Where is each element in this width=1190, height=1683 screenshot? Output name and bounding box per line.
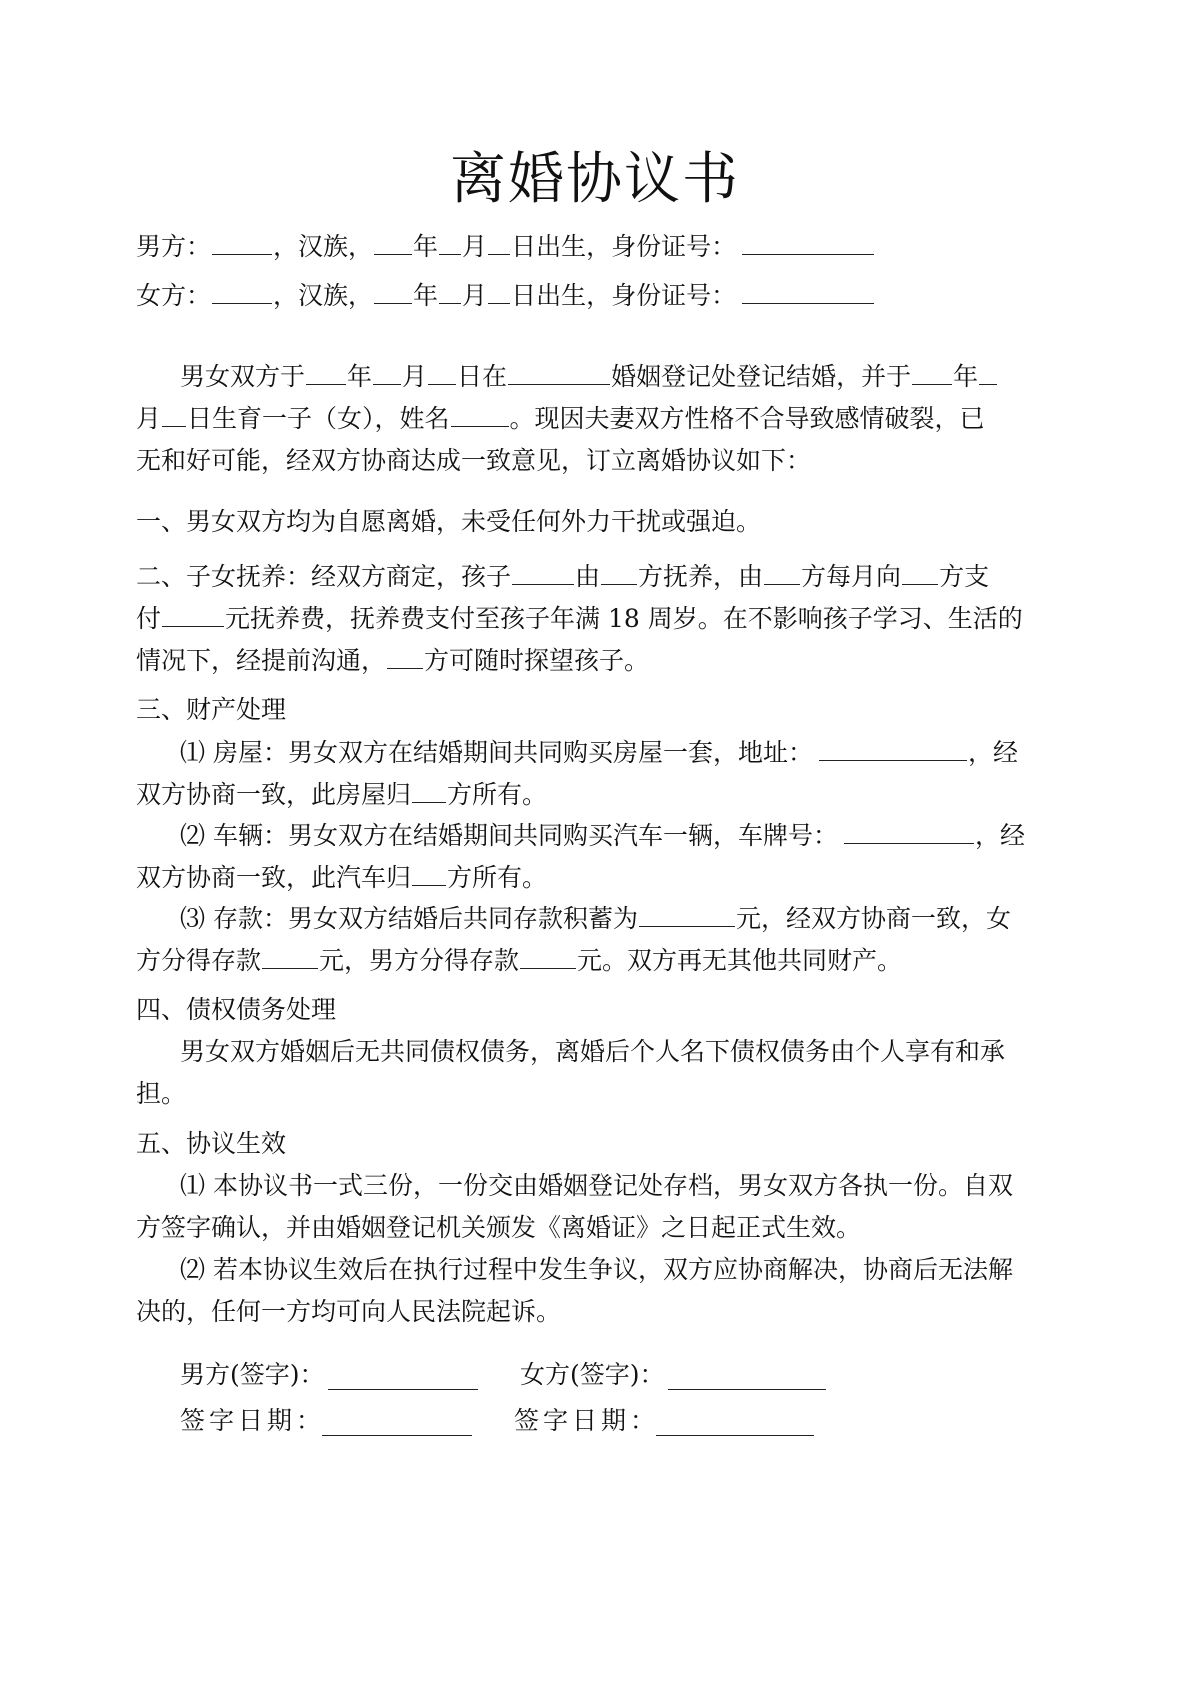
male-birth-month-blank[interactable] — [439, 228, 461, 255]
female-sign-date-label: 签字日期： — [514, 1406, 660, 1435]
female-signature-field[interactable] — [668, 1389, 826, 1390]
male-deposit-blank[interactable] — [520, 942, 576, 969]
child-blank[interactable] — [512, 558, 574, 585]
female-birth-day-blank[interactable] — [488, 277, 510, 304]
intro-line-2: 月 日生育一子（女），姓名 。现因夫妻双方性格不合导致感情破裂，已 — [136, 399, 1066, 439]
male-signature-field[interactable] — [328, 1389, 478, 1390]
child-birth-year-blank[interactable] — [912, 358, 952, 385]
deposit-line-2: 方分得存款 元，男方分得存款 元。双方再无其他共同财产。 — [136, 941, 1066, 981]
license-plate-blank[interactable] — [844, 817, 974, 844]
clause-2-line-3: 情况下，经提前沟通， 方可随时探望孩子。 — [136, 641, 1066, 681]
clause-2-line-1: 二、子女抚养：经双方商定，孩子 由 方抚养，由 方每月向 方支 — [136, 557, 1066, 597]
marriage-month-blank[interactable] — [373, 358, 401, 385]
child-birth-month-blank-a[interactable] — [979, 358, 997, 385]
car-line-1: ⑵ 车辆：男女双方在结婚期间共同购买汽车一辆，车牌号： ，经 — [136, 816, 1110, 856]
total-deposit-blank[interactable] — [639, 900, 735, 927]
support-amount-blank[interactable] — [162, 600, 224, 627]
male-birth-year-blank[interactable] — [374, 228, 412, 255]
male-birth-day-blank[interactable] — [488, 228, 510, 255]
custody-party-blank[interactable] — [601, 558, 637, 585]
clause-4-body-1: 男女双方婚姻后无共同债权债务，离婚后个人名下债权债务由个人享有和承 — [180, 1037, 1006, 1066]
marriage-day-blank[interactable] — [428, 358, 456, 385]
house-address-blank[interactable] — [819, 734, 967, 761]
payer-party-blank[interactable] — [764, 558, 800, 585]
female-deposit-blank[interactable] — [262, 942, 318, 969]
male-sign-date-label: 签字日期： — [180, 1406, 326, 1435]
female-sign-date-field[interactable] — [656, 1435, 814, 1436]
house-owner-blank[interactable] — [412, 776, 446, 803]
clause-5-p2-1: ⑵ 若本协议生效后在执行过程中发生争议，双方应协商解决，协商后无法解 — [180, 1255, 1013, 1284]
clause-4-heading: 四、债权债务处理 — [136, 995, 337, 1024]
clause-1: 一、男女双方均为自愿离婚，未受任何外力干扰或强迫。 — [136, 507, 762, 536]
male-label: 男方： — [136, 232, 212, 261]
clause-2-line-2: 付 元抚养费，抚养费支付至孩子年满 18 周岁。在不影响孩子学习、生活的 — [136, 599, 1066, 639]
house-line-1: ⑴ 房屋：男女双方在结婚期间共同购买房屋一套，地址： ，经 — [136, 733, 1110, 773]
female-signature-label: 女方(签字)： — [520, 1360, 665, 1389]
male-sign-date-field[interactable] — [322, 1435, 472, 1436]
female-name-blank[interactable] — [212, 277, 272, 304]
car-line-2: 双方协商一致，此汽车归 方所有。 — [136, 858, 1066, 898]
clause-5-p1-2: 方签字确认，并由婚姻登记机关颁发《离婚证》之日起正式生效。 — [136, 1213, 862, 1242]
female-birth-year-blank[interactable] — [374, 277, 412, 304]
clause-5-p1-1: ⑴ 本协议书一式三份，一份交由婚姻登记处存档，男女双方各执一份。自双 — [180, 1171, 1013, 1200]
male-id-blank[interactable] — [742, 228, 874, 255]
clause-5-p2-2: 决的，任何一方均可向人民法院起诉。 — [136, 1297, 562, 1326]
registry-office-blank[interactable] — [508, 358, 610, 385]
male-party-line: 男方： ，汉族， 年 月 日出生，身份证号： — [136, 227, 1066, 267]
visiting-party-blank[interactable] — [387, 642, 423, 669]
intro-line-1: 男女双方于 年 月 日在 婚姻登记处登记结婚，并于 年 — [136, 357, 1110, 397]
deposit-line-1: ⑶ 存款：男女双方结婚后共同存款积蓄为 元，经双方协商一致，女 — [136, 899, 1110, 939]
payee-party-blank[interactable] — [902, 558, 938, 585]
clause-4-body-2: 担。 — [136, 1079, 187, 1108]
female-label: 女方： — [136, 281, 212, 310]
female-party-line: 女方： ，汉族， 年 月 日出生，身份证号： — [136, 276, 1066, 316]
child-name-blank[interactable] — [451, 400, 509, 427]
document-title: 离婚协议书 — [450, 147, 740, 212]
house-line-2: 双方协商一致，此房屋归 方所有。 — [136, 775, 1066, 815]
child-birth-day-blank[interactable] — [162, 400, 186, 427]
male-name-blank[interactable] — [212, 228, 272, 255]
clause-3-heading: 三、财产处理 — [136, 695, 287, 724]
intro-line-3: 无和好可能，经双方协商达成一致意见，订立离婚协议如下： — [136, 446, 812, 475]
marriage-year-blank[interactable] — [306, 358, 346, 385]
female-birth-month-blank[interactable] — [439, 277, 461, 304]
car-owner-blank[interactable] — [412, 859, 446, 886]
male-signature-label: 男方(签字)： — [180, 1360, 325, 1389]
female-id-blank[interactable] — [742, 277, 874, 304]
clause-5-heading: 五、协议生效 — [136, 1129, 287, 1158]
